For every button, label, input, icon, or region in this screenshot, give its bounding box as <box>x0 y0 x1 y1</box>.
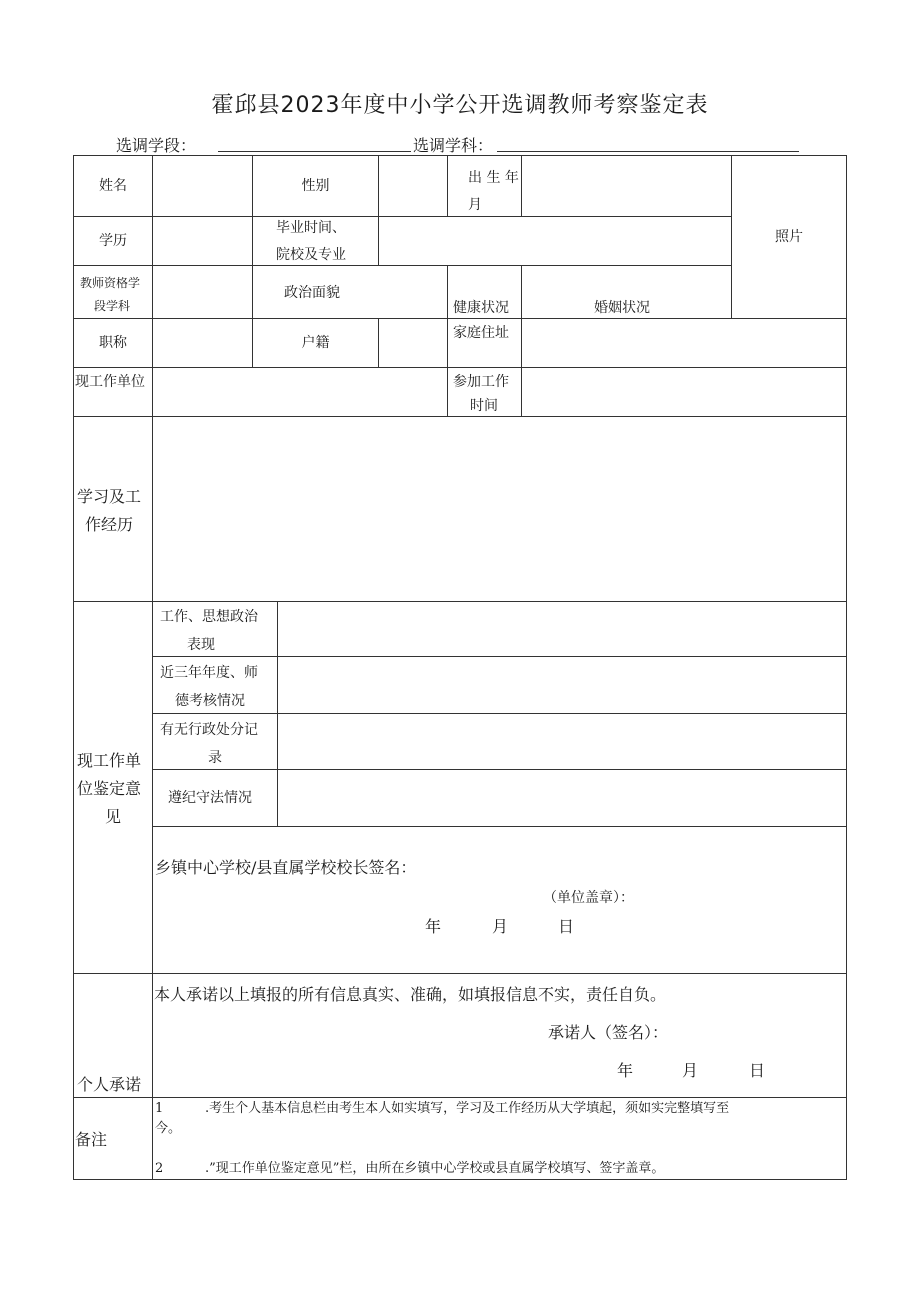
eval-item-3-input[interactable] <box>278 714 846 769</box>
note-1-line1: .考生个人基本信息栏由考生本人如实填写，学习及工作经历从大学填起，须如实完整填写至 <box>205 1101 730 1116</box>
remarks-label: 备注 <box>75 1130 108 1149</box>
cert-label-line1: 教师资格学 <box>80 276 141 290</box>
address-label: 家庭住址 <box>453 325 509 341</box>
evaluation-label-line2: 位鉴定意 <box>77 779 142 798</box>
eval-item-1-line1: 工作、思想政治 <box>160 609 258 625</box>
work-start-input[interactable] <box>522 368 846 416</box>
eval-item-3-line2: 录 <box>208 750 222 766</box>
education-label: 学历 <box>99 233 127 249</box>
grad-label-line1: 毕业时间、 <box>276 220 346 236</box>
note-1-number: 1 <box>155 1101 164 1116</box>
stage-label: 选调学段： <box>116 136 197 155</box>
note-1-line2: 今。 <box>155 1121 182 1136</box>
commitment-year: 年 <box>617 1061 634 1080</box>
work-start-label-line2: 时间 <box>470 398 498 414</box>
workplace-input[interactable] <box>153 368 447 416</box>
commitment-month: 月 <box>682 1061 699 1080</box>
name-input[interactable] <box>153 156 252 216</box>
birth-label-line1: 出 生 年 <box>468 170 519 186</box>
huji-label: 户籍 <box>301 335 330 351</box>
workplace-label: 现工作单位 <box>75 374 145 390</box>
eval-item-2-line1: 近三年年度、师 <box>160 665 258 681</box>
eval-item-3-line1: 有无行政处分记 <box>160 722 258 738</box>
political-label: 政治面貌 <box>284 285 340 301</box>
political-input[interactable] <box>379 266 447 318</box>
evaluation-label-line3: 见 <box>105 807 122 826</box>
address-input[interactable] <box>522 319 846 367</box>
evaluation-label-line1: 现工作单 <box>77 751 142 770</box>
eval-item-1-input[interactable] <box>278 602 846 656</box>
title-rank-label: 职称 <box>99 335 127 351</box>
note-2-text: .”现工作单位鉴定意见”栏，由所在乡镇中心学校或县直属学校填写、签字盖章。 <box>205 1161 665 1176</box>
eval-item-1-line2: 表现 <box>187 637 215 653</box>
commitment-day: 日 <box>749 1061 766 1080</box>
gender-input[interactable] <box>379 156 447 216</box>
birth-input[interactable] <box>522 156 731 216</box>
eval-item-2-line2: 德考核情况 <box>175 693 245 709</box>
gender-label: 性别 <box>301 178 330 194</box>
work-start-label-line1: 参加工作 <box>453 374 509 390</box>
cert-label-line2: 段学科 <box>94 299 131 313</box>
huji-input[interactable] <box>379 319 447 367</box>
marital-label: 婚姻状况 <box>594 300 650 316</box>
note-2-number: 2 <box>155 1161 164 1176</box>
eval-item-4-label: 遵纪守法情况 <box>168 790 252 806</box>
experience-input[interactable] <box>153 417 846 601</box>
grad-input[interactable] <box>379 217 731 265</box>
birth-label-line2: 月 <box>468 197 482 213</box>
unit-seal-label: （单位盖章）： <box>543 890 634 906</box>
experience-label-line1: 学习及工 <box>77 487 142 506</box>
commitment-signer-label: 承诺人（签名）： <box>548 1023 669 1042</box>
experience-label-line2: 作经历 <box>85 515 134 534</box>
eval-day: 日 <box>558 917 575 936</box>
photo-box[interactable] <box>732 156 846 318</box>
commitment-statement: 本人承诺以上填报的所有信息真实、准确，如填报信息不实，责任自负。 <box>154 985 667 1004</box>
commitment-label: 个人承诺 <box>77 1075 142 1094</box>
eval-month: 月 <box>492 917 509 936</box>
eval-item-4-input[interactable] <box>278 770 846 826</box>
photo-label: 照片 <box>775 229 803 245</box>
cert-input[interactable] <box>153 266 252 318</box>
health-label: 健康状况 <box>453 300 509 316</box>
education-input[interactable] <box>153 217 252 265</box>
eval-year: 年 <box>425 917 442 936</box>
grad-label-line2: 院校及专业 <box>276 247 346 263</box>
title-rank-input[interactable] <box>153 319 252 367</box>
subject-label: 选调学科： <box>413 136 494 155</box>
name-label: 姓名 <box>99 178 127 194</box>
page-title: 霍邱县2023年度中小学公开选调教师考察鉴定表 <box>211 93 709 118</box>
eval-item-2-input[interactable] <box>278 657 846 713</box>
principal-signature-label: 乡镇中心学校/县直属学校校长签名： <box>155 858 417 877</box>
